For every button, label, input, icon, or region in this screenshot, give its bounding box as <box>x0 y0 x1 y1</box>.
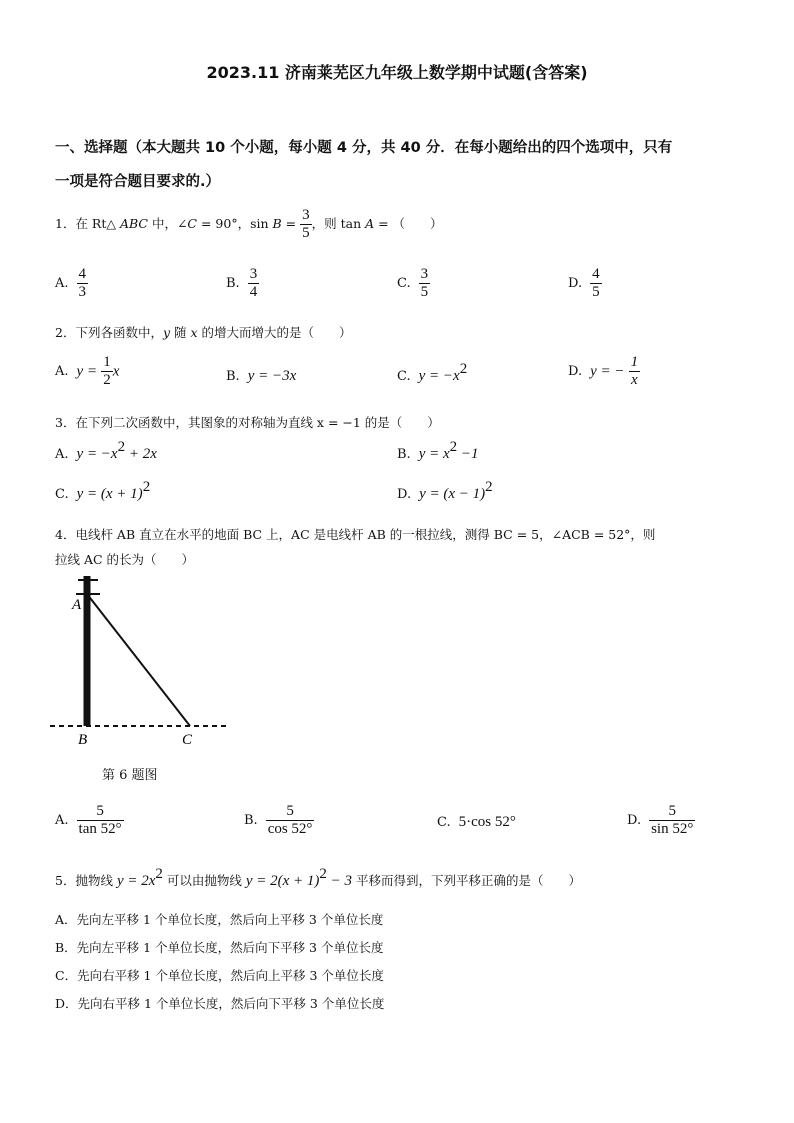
q1-option-a[interactable]: A. $\frac{4}{3}$ <box>55 266 87 301</box>
q5-option-c[interactable]: C．先向右平移 1 个单位长度，然后向上平移 3 个单位长度 <box>55 968 384 983</box>
label-a: A <box>72 597 82 613</box>
question-2-stem: 2．下列各函数中，y 随 x 的增大而增大的是（ ） <box>55 325 352 340</box>
guy-wire-ac <box>87 594 190 726</box>
q1-option-c[interactable]: C. $\frac{3}{5}$ <box>397 266 429 301</box>
question-1-stem: 1．在 Rt△ ABC 中，∠C = 90°，sin B = $\frac{3}{5}$ ，则 tan A = （ ） <box>55 206 443 241</box>
q1-option-b[interactable]: B. $\frac{3}{4}$ <box>226 266 258 301</box>
q2-option-d[interactable]: D. y = − $\frac{1}{x}$ <box>568 354 639 389</box>
q4-option-d[interactable]: D. $\frac{5}{\sin 52^\circ}$ <box>627 803 694 838</box>
q3-option-b[interactable]: B. $y = x^2 -1$ <box>397 439 479 462</box>
question-5-stem: 5．抛物线 $y = 2x^2$ 可以由抛物线 $y = 2(x + 1)^2 - 3$ 平移而得到，下列平移正确的是（ ） <box>55 866 581 889</box>
question-3-stem: 3．在下列二次函数中，其图象的对称轴为直线 x = −1 的是（ ） <box>55 415 440 430</box>
section-heading-line1: 一、选择题（本大题共 10 个小题，每小题 4 分，共 40 分．在每小题给出的四个选项中，只有 <box>55 140 673 156</box>
q2-option-b[interactable]: B. y = −3x <box>226 368 297 384</box>
q3-option-a[interactable]: A. $y = -x^2 + 2x$ <box>55 439 157 462</box>
q3-option-d[interactable]: D. $y = (x - 1)^2$ <box>397 479 493 502</box>
label-c: C <box>182 732 193 748</box>
q2-option-c[interactable]: C. $y = -x^2$ <box>397 361 468 384</box>
page-title: 2023.11 济南莱芜区九年级上数学期中试题(含答案) <box>206 63 588 82</box>
q1-option-d[interactable]: D. $\frac{4}{5}$ <box>568 266 600 301</box>
q5-option-a[interactable]: A．先向左平移 1 个单位长度，然后向上平移 3 个单位长度 <box>55 912 384 927</box>
q4-option-c[interactable]: C. 5·cos 52° <box>437 814 516 830</box>
q3-option-c[interactable]: C. $y = (x + 1)^2$ <box>55 479 151 502</box>
q4-figure-pole-diagram <box>50 576 240 751</box>
figure-caption: 第 6 题图 <box>102 768 158 783</box>
q2-option-a[interactable]: A. y = $\frac{1}{2}$ x <box>55 354 120 389</box>
section-heading-line2: 一项是符合题目要求的.） <box>55 174 221 190</box>
q1-fraction: $\frac{3}{5}$ <box>302 206 310 241</box>
question-4-stem-line1: 4．电线杆 AB 直立在水平的地面 BC 上，AC 是电线杆 AB 的一根拉线，测得 BC = 5，∠ACB = 52°，则 <box>55 527 656 542</box>
q4-option-a[interactable]: A. $\frac{5}{\tan 52^\circ}$ <box>55 803 122 838</box>
question-4-stem-line2: 拉线 AC 的长为（ ） <box>55 552 195 567</box>
q5-option-b[interactable]: B．先向左平移 1 个单位长度，然后向下平移 3 个单位长度 <box>55 940 384 955</box>
q4-option-b[interactable]: B. $\frac{5}{\cos 52^\circ}$ <box>244 803 313 838</box>
q5-option-d[interactable]: D．先向右平移 1 个单位长度，然后向下平移 3 个单位长度 <box>55 996 385 1011</box>
label-b: B <box>78 732 88 748</box>
